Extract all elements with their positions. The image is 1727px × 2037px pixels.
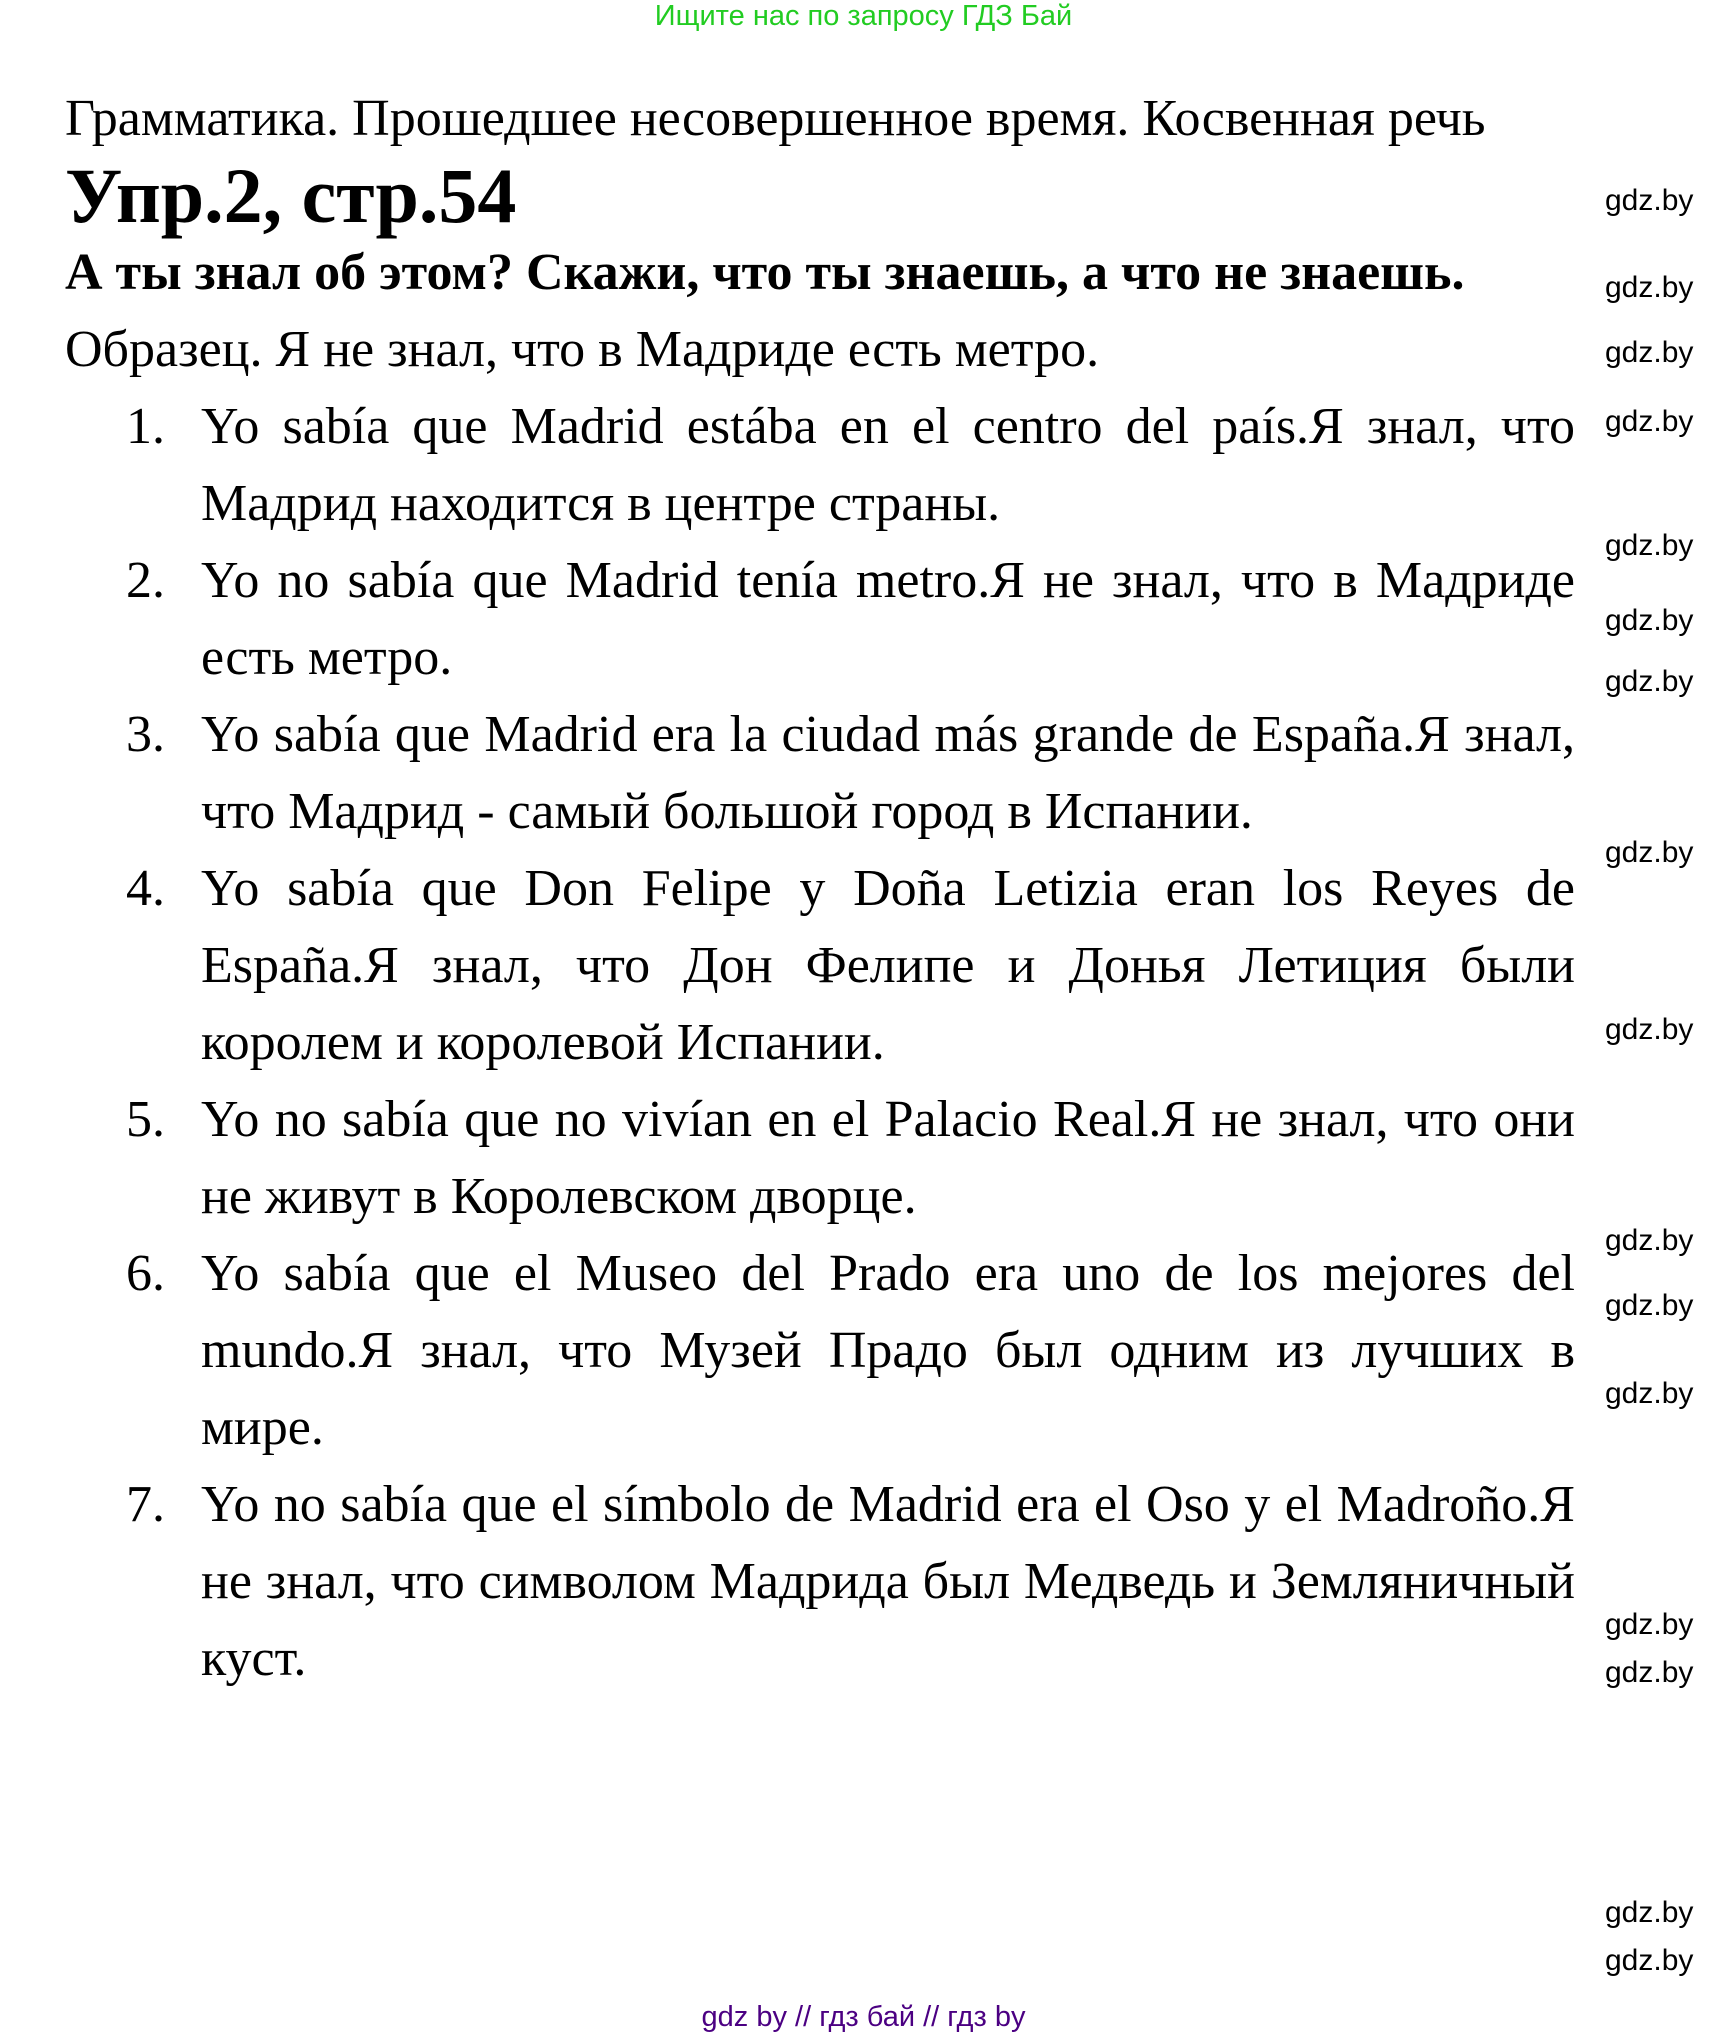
watermark: gdz.by — [1605, 1608, 1694, 1641]
item-text: Yo sabía que Madrid estába en el centro del país.Я знал, что Мадрид находится в центре страны. — [201, 398, 1575, 532]
item-text: Yo sabía que Madrid era la ciudad más grande de España.Я знал, что Мадрид - самый большой город в Испании. — [201, 706, 1575, 840]
item-number: 5. — [126, 1091, 165, 1148]
watermark: gdz.by — [1605, 665, 1694, 698]
list-item — [126, 388, 1575, 542]
watermark: gdz.by — [1605, 836, 1694, 869]
watermark: gdz.by — [1605, 184, 1694, 217]
watermark: gdz.by — [1605, 336, 1694, 369]
item-number: 2. — [126, 552, 165, 609]
watermark: gdz.by — [1605, 271, 1694, 304]
item-text: Yo sabía que el Museo del Prado era uno de los mejores del mundo.Я знал, что Музей Прадо был одним из лучших в мире. — [201, 1245, 1575, 1456]
watermark: gdz.by — [1605, 1013, 1694, 1046]
item-text: Yo no sabía que Madrid tenía metro.Я не знал, что в Мадриде есть метро. — [201, 552, 1575, 686]
watermark: gdz.by — [1605, 1224, 1694, 1257]
sample-text: Образец. Я не знал, что в Мадриде есть метро. — [65, 321, 1100, 378]
search-banner: Ищите нас по запросу ГДЗ Бай — [654, 0, 1073, 32]
list-item — [126, 696, 1575, 850]
document-body — [65, 80, 1575, 1697]
item-number: 1. — [126, 398, 165, 455]
item-text: Yo sabía que Don Felipe y Doña Letizia eran los Reyes de España.Я знал, что Дон Фелипе и Донья Летиция были королем и королевой Испании. — [201, 860, 1575, 1071]
watermark: gdz.by — [1605, 1377, 1694, 1410]
item-number: 3. — [126, 706, 165, 763]
answer-list — [65, 388, 1575, 1697]
list-item — [126, 1081, 1575, 1235]
watermark: gdz.by — [1605, 1944, 1694, 1977]
watermark: gdz.by — [1605, 1656, 1694, 1689]
page-title: Грамматика. Прошедшее несовершенное время. Косвенная речь — [65, 90, 1486, 147]
list-item — [126, 850, 1575, 1081]
item-text: Yo no sabía que el símbolo de Madrid era el Oso y el Madroño.Я не знал, что символом Мадрида был Медведь и Земляничный куст. — [201, 1476, 1575, 1687]
watermark: gdz.by — [1605, 405, 1694, 438]
list-item — [126, 1466, 1575, 1697]
watermark: gdz.by — [1605, 1289, 1694, 1322]
watermark: gdz.by — [1605, 1896, 1694, 1929]
item-number: 7. — [126, 1476, 165, 1533]
item-text: Yo no sabía que no vivían en el Palacio Real.Я не знал, что они не живут в Королевском дворце. — [201, 1091, 1575, 1225]
item-number: 4. — [126, 860, 165, 917]
list-item — [126, 542, 1575, 696]
footer-links: gdz by // гдз бай // гдз by — [701, 2001, 1026, 2033]
list-item — [126, 1235, 1575, 1466]
exercise-heading: Упр.2, стр.54 — [65, 152, 517, 239]
watermark: gdz.by — [1605, 529, 1694, 562]
item-number: 6. — [126, 1245, 165, 1302]
task-text: А ты знал об этом? Скажи, что ты знаешь, а что не знаешь. — [65, 244, 1465, 301]
watermark: gdz.by — [1605, 604, 1694, 637]
